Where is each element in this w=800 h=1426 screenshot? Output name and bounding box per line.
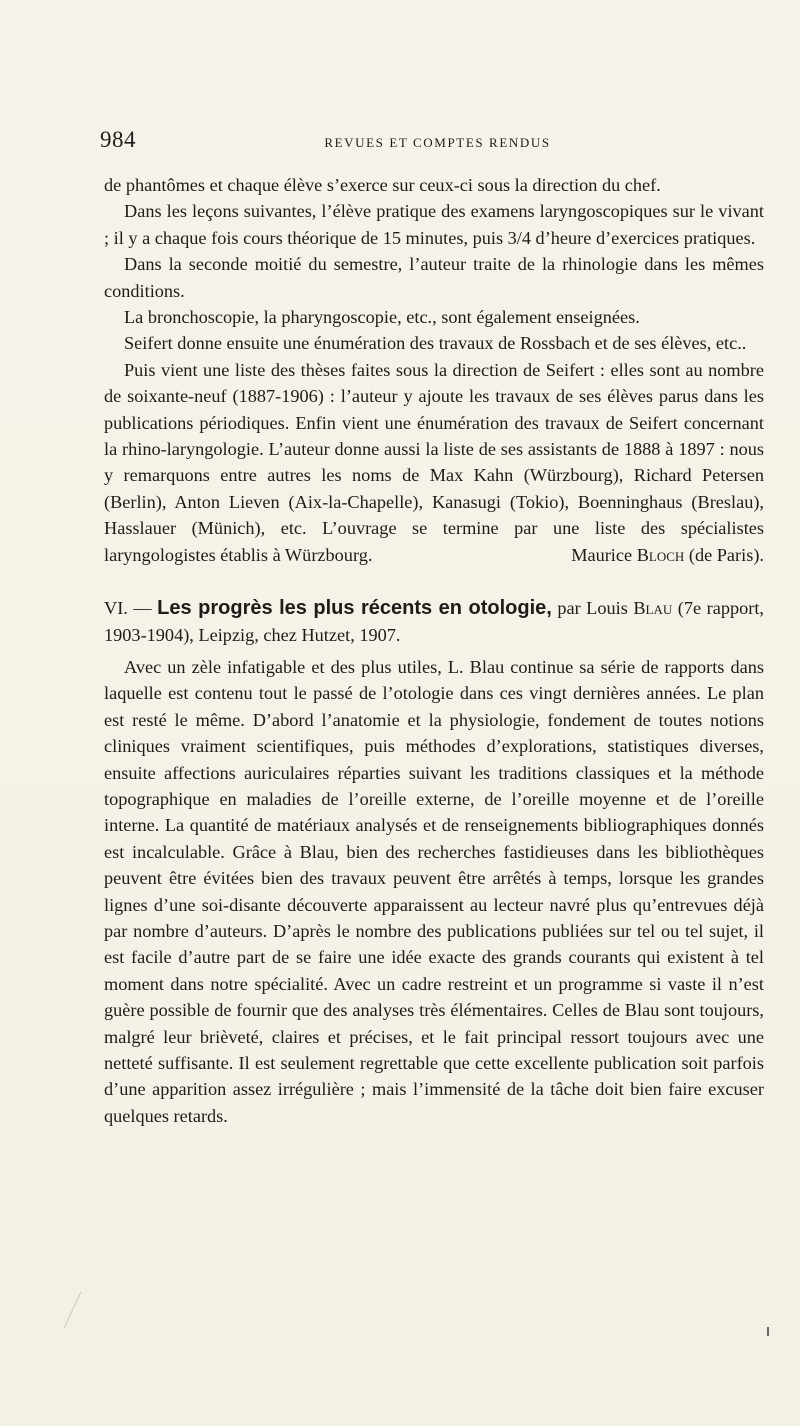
section-title: Les progrès les plus récents en otologie, — [157, 597, 552, 620]
section-heading: VI. — Les progrès les plus récents en otologie, par Louis Blau (7e rapport, 1903-1904), Leipzig, chez Hutzet, 1907. — [104, 597, 764, 645]
paragraph: Puis vient une liste des thèses faites sous la direction de Seifert : elles sont au nombre de soixante-neuf (1887-1906) : l’auteur y ajoute les travaux de ses élèves parus dans les publications périodiques. Enfin vient une énumération des travaux de Seifert concernant la rhino-laryngologie. L’auteur donne aussi la liste de ses assistants de 1888 à 1897 : nous y remarquons entre autres les noms de Max Kahn (Würzbourg), Richard Petersen (Berlin), Anton Lieven (Aix-la-Chapelle), Kanasugi (Tokio), Boenninghaus (Breslau), Hasslauer (Münich), etc. L’ouvrage se termine par une liste des spécialistes laryngologistes établis à Würzbourg. — [104, 359, 764, 565]
paragraph: de phantômes et chaque élève s’exerce sur ceux-ci sous la direction du chef. — [104, 175, 661, 195]
paragraph: Dans les leçons suivantes, l’élève pratique des examens laryngoscopiques sur le vivant ; il y a chaque fois cours théorique de 15 minutes, puis 3/4 d’heure d’exercices pratiques. — [104, 201, 764, 248]
margin-mark — [767, 1327, 769, 1336]
section-author: Blau — [633, 598, 673, 619]
paragraph: Dans la seconde moitié du semestre, l’auteur traite de la rhinologie dans les mêmes conditions. — [104, 254, 764, 301]
page-number: 984 — [100, 127, 136, 152]
body-text — [104, 172, 764, 1129]
section-number: VI. — — [104, 598, 158, 619]
signature-surname: Bloch — [636, 544, 685, 565]
paragraph: La bronchoscopie, la pharyngoscopie, etc., sont également enseignées. — [124, 307, 640, 328]
page-header — [100, 127, 765, 167]
signature: Maurice Bloch (de Paris). — [571, 544, 764, 565]
paragraph: Seifert donne ensuite une énumération des travaux de Rossbach et de ses élèves, etc.. — [124, 333, 747, 354]
running-head: REVUES ET COMPTES RENDUS — [324, 135, 551, 150]
section-details: (7e rapport, 1903-1904), Leipzig, chez Hutzet, 1907. — [104, 598, 764, 645]
review-paragraph: Avec un zèle infatigable et des plus utiles, L. Blau continue sa série de rapports dans laquelle est contenu tout le passé de l’otologie dans ces vingt dernières années. Le plan est resté le même. D’abord l’anatomie et la physiologie, fondement de toutes notions cliniques vraiment scientifiques, puis méthodes d’explorations, statistiques diverses, ensuite affections auriculaires réparties suivant les traditions classiques et la méthode topographique en maladies de l’oreille externe, de l’oreille moyenne et de l’oreille interne. La quantité de matériaux analysés et de renseignements bibliographiques donnés est incalculable. Grâce à Blau, bien des recherches fastidieuses dans les bibliothèques peuvent être évitées bien des travaux peuvent être arrêtés à temps, lorsque les grandes lignes d’une soi-disante découverte apparaissent au lecteur navré plus qu’entrevues déjà par nombre d’auteurs. D’après le nombre des publications publiées sur tel ou tel sujet, il est facile d’autre part de se faire une idée exacte des grands courants qui existent à tel moment dans notre spécialité. Avec un cadre restreint et un programme si vaste il n’est guère possible de fournir que des analyses très élémentaires. Celles de Blau sont toujours, malgré leur brièveté, claires et précises, et le fait principal ressort toujours avec une netteté suffisante. Il est seulement regrettable que cette excellente publication soit parfois d’une apparition assez irrégulière ; mais l’immensité de la tâche doit bien faire excuser quelques retards. — [104, 656, 764, 1126]
page-edge-mark — [64, 1292, 82, 1329]
paragraph-with-signature — [104, 357, 764, 568]
